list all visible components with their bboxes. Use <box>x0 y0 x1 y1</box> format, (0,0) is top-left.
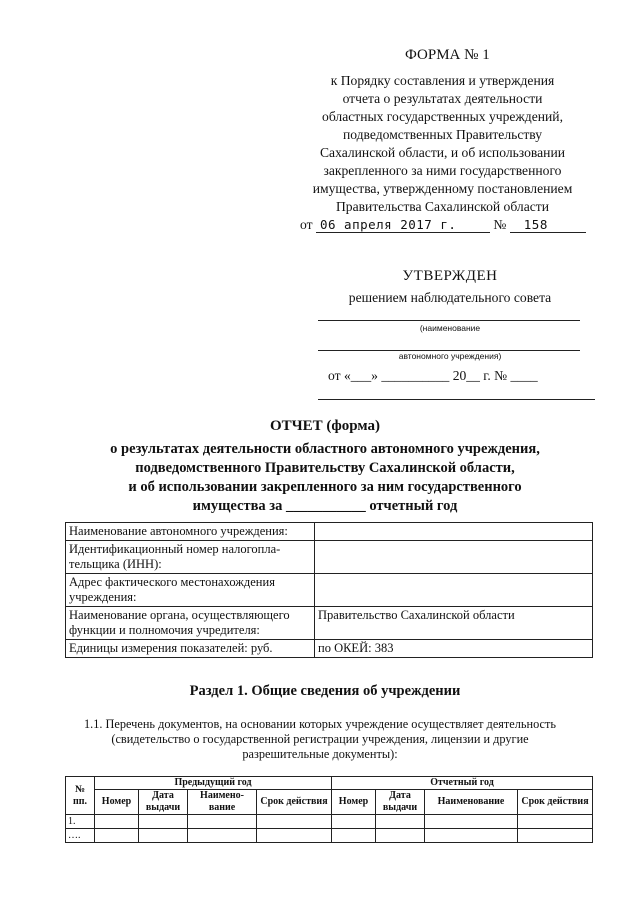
appendix-line: закрепленного за ними государственного <box>323 163 562 178</box>
cell <box>139 829 188 843</box>
cell <box>188 829 257 843</box>
approval-divider <box>318 399 595 400</box>
info-value <box>315 523 593 541</box>
cell <box>425 829 518 843</box>
cell <box>332 815 376 829</box>
cell <box>257 815 332 829</box>
col-header: Дата выдачи <box>139 790 188 815</box>
table-header-row <box>66 777 593 790</box>
appendix-line: областных государственных учреждений, <box>322 109 563 124</box>
table-row <box>66 607 593 640</box>
group-previous-year: Предыдущий год <box>95 777 332 790</box>
order-number-handwritten: 158 <box>510 217 586 233</box>
section-1-paragraph: 1.1. Перечень документов, на основании которых учреждение осуществляет деятельность (свидетельство о государственной регистрации учреждения, лицензии и другие разрешительные документы): <box>84 717 556 761</box>
cell <box>376 829 425 843</box>
info-value: по ОКЕЙ: 383 <box>315 640 593 658</box>
appendix-reference <box>300 72 585 216</box>
form-number: ФОРМА № 1 <box>405 47 490 63</box>
table-row <box>66 523 593 541</box>
col-header: Номер <box>95 790 139 815</box>
report-subtitle <box>40 440 610 516</box>
approved-heading: УТВЕРЖДЕН <box>402 268 498 284</box>
info-label: Адрес фактического местонахождения учреждения: <box>66 574 315 607</box>
info-label: Наименование автономного учреждения: <box>66 523 315 541</box>
report-title: ОТЧЕТ (форма) <box>269 418 381 434</box>
appendix-line: к Порядку составления и утверждения <box>330 73 555 88</box>
info-label: Идентификационный номер налогопла-тельщика (ИНН): <box>66 541 315 574</box>
number-label: № <box>493 217 507 232</box>
info-label: Единицы измерения показателей: руб. <box>66 640 315 658</box>
table-header-row <box>66 790 593 815</box>
col-header: Срок действия <box>518 790 593 815</box>
subtitle-line: и об использовании закрепленного за ним государственного <box>128 479 522 495</box>
cell <box>376 815 425 829</box>
info-value: Правительство Сахалинской области <box>315 607 593 640</box>
cell <box>95 815 139 829</box>
caption-name: (наименование <box>419 323 481 333</box>
table-row <box>66 640 593 658</box>
appendix-line: подведомственных Правительству <box>342 127 543 142</box>
col-number: № пп. <box>66 777 95 815</box>
col-header: Наименование <box>425 790 518 815</box>
documents-table <box>65 776 593 843</box>
table-row <box>66 829 593 843</box>
caption-org: автономного учреждения) <box>398 351 502 361</box>
section-1-title: Раздел 1. Общие сведения об учреждении <box>189 683 461 699</box>
cell <box>188 815 257 829</box>
cell <box>95 829 139 843</box>
col-header: Наимено-вание <box>188 790 257 815</box>
info-value <box>315 541 593 574</box>
from-label: от <box>300 217 313 232</box>
subtitle-line: о результатах деятельности областного автономного учреждения, <box>110 441 540 457</box>
col-header: Срок действия <box>257 790 332 815</box>
row-number: 1. <box>66 815 95 829</box>
cell <box>332 829 376 843</box>
row-number: …. <box>66 829 95 843</box>
table-row <box>66 574 593 607</box>
col-header: Номер <box>332 790 376 815</box>
appendix-line: имущества, утвержденному постановлением <box>312 181 573 196</box>
cell <box>425 815 518 829</box>
subtitle-line: имущества за ___________ отчетный год <box>192 498 458 514</box>
approval-date-line: от «___» __________ 20__ г. № ____ <box>328 368 538 383</box>
info-value <box>315 574 593 607</box>
appendix-line: отчета о результатах деятельности <box>342 91 543 106</box>
table-row <box>66 541 593 574</box>
cell <box>257 829 332 843</box>
cell <box>139 815 188 829</box>
name-underline <box>318 320 580 321</box>
info-label: Наименование органа, осуществляющего функции и полномочия учредителя: <box>66 607 315 640</box>
col-header: Дата выдачи <box>376 790 425 815</box>
institution-info-table <box>65 522 593 658</box>
appendix-line: Правительства Сахалинской области <box>335 199 549 214</box>
subtitle-line: подведомственного Правительству Сахалинской области, <box>135 460 515 476</box>
appendix-line: Сахалинской области, и об использовании <box>319 145 565 160</box>
cell <box>518 829 593 843</box>
group-reporting-year: Отчетный год <box>332 777 593 790</box>
cell <box>518 815 593 829</box>
order-date-handwritten: 06 апреля 2017 г. <box>316 217 490 233</box>
approved-by-text: решением наблюдательного совета <box>348 290 552 305</box>
order-date-number-line <box>300 217 600 233</box>
table-row <box>66 815 593 829</box>
